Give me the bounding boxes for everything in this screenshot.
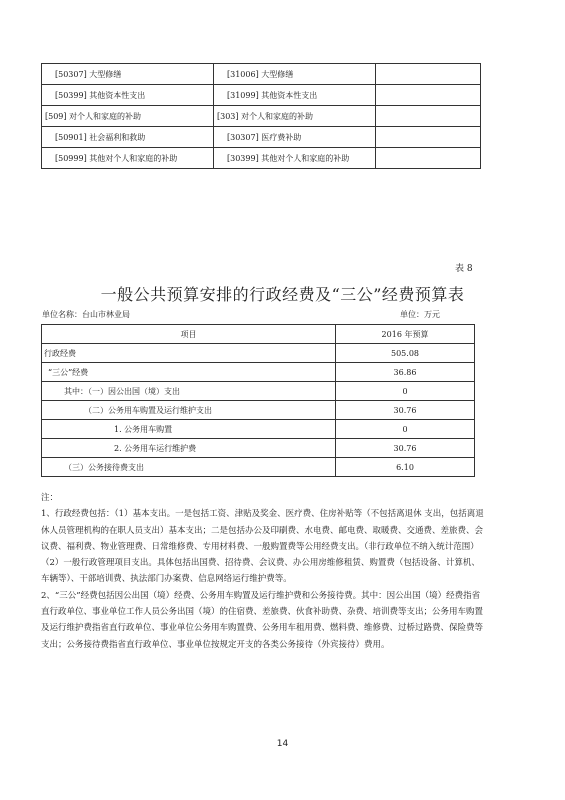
budget-row bbox=[42, 439, 475, 458]
column-header-item: 项目 bbox=[42, 325, 336, 344]
economic-category-cell: [31006] 大型修缮 bbox=[214, 64, 376, 85]
expense-classification-table bbox=[41, 63, 481, 169]
budget-table bbox=[41, 324, 475, 477]
budget-item-value: 0 bbox=[336, 382, 475, 401]
note-2: 2、“三公”经费包括因公出国（境）经费、公务用车购置及运行维护费和公务接待费。其中：因公出国（境）经费指省直行政单位、事业单位工作人员公务出国（境）的住宿费、差旅费、伙食补助费、杂费、培训费等支出；公务用车购置及运行维护费指省直行政单位、事业单位公务用车购置费、公务用车租用费、燃料费、维修费、过桥过路费、保险费等支出；公务接待费指省直行政单位、事业单位按规定开支的各类公务接待（外宾接待）费用。 bbox=[41, 590, 484, 650]
budget-row bbox=[42, 420, 475, 439]
unit-label: 单位：万元 bbox=[400, 310, 440, 319]
empty-cell bbox=[376, 127, 481, 148]
budget-item-value: 36.86 bbox=[336, 363, 475, 382]
budget-item-label: 1. 公务用车购置 bbox=[42, 420, 336, 439]
budget-item-label: 行政经费 bbox=[42, 344, 336, 363]
budget-item-label: “三公”经费 bbox=[42, 363, 336, 382]
budget-item-value: 30.76 bbox=[336, 439, 475, 458]
notes bbox=[41, 490, 486, 653]
budget-item-label: （三）公务接待费支出 bbox=[42, 458, 336, 477]
expense-category-cell: [509] 对个人和家庭的补助 bbox=[42, 106, 214, 127]
economic-category-cell: [30307] 医疗费补助 bbox=[214, 127, 376, 148]
table-number: 表 8 bbox=[455, 264, 473, 274]
note-1: 1、行政经费包括：（1）基本支出。一是包括工资、津贴及奖金、医疗费、住房补贴等（不包括离退休 支出，包括离退休人员管理机构的在职人员支出）基本支出；二是包括办公及印刷费、水电费、邮电费、取暖费、交通费、差旅费、会议费、福利费、物业管理费、日常维修费、专用材料费、一般购置费等公用经费支出。（非行政单位不纳入统计范围）（2）一般行政管理项目支出。具体包括出国费、招待费、会议费、办公用房维修租赁、购置费（包括设备、计算机、车辆等）、干部培训费、执法部门办案费、信息网络运行维护费等。 bbox=[41, 509, 484, 585]
budget-header-row bbox=[42, 325, 475, 344]
budget-item-value: 30.76 bbox=[336, 401, 475, 420]
economic-category-cell: [303] 对个人和家庭的补助 bbox=[214, 106, 376, 127]
expense-category-cell: [50307] 大型修缮 bbox=[42, 64, 214, 85]
empty-cell bbox=[376, 106, 481, 127]
economic-category-cell: [30399] 其他对个人和家庭的补助 bbox=[214, 148, 376, 169]
budget-item-value: 505.08 bbox=[336, 344, 475, 363]
empty-cell bbox=[376, 85, 481, 106]
budget-item-value: 6.10 bbox=[336, 458, 475, 477]
budget-item-value: 0 bbox=[336, 420, 475, 439]
expense-category-cell: [50901] 社会福利和救助 bbox=[42, 127, 214, 148]
budget-row bbox=[42, 363, 475, 382]
table-row bbox=[42, 85, 481, 106]
budget-row bbox=[42, 382, 475, 401]
table-row bbox=[42, 64, 481, 85]
budget-row bbox=[42, 458, 475, 477]
expense-category-cell: [50999] 其他对个人和家庭的补助 bbox=[42, 148, 214, 169]
budget-row bbox=[42, 344, 475, 363]
table-row bbox=[42, 127, 481, 148]
empty-cell bbox=[376, 64, 481, 85]
economic-category-cell: [31099] 其他资本性支出 bbox=[214, 85, 376, 106]
empty-cell bbox=[376, 148, 481, 169]
budget-item-label: （二）公务用车购置及运行维护支出 bbox=[42, 401, 336, 420]
table-row bbox=[42, 148, 481, 169]
notes-label: 注： bbox=[41, 493, 59, 503]
budget-item-label: 其中：（一）因公出国（境）支出 bbox=[42, 382, 336, 401]
page-number: 14 bbox=[276, 739, 289, 749]
budget-item-label: 2. 公务用车运行维护费 bbox=[42, 439, 336, 458]
page-title: 一般公共预算安排的行政经费及“三公”经费预算表 bbox=[100, 285, 465, 304]
table-row bbox=[42, 106, 481, 127]
expense-category-cell: [50399] 其他资本性支出 bbox=[42, 85, 214, 106]
column-header-budget: 2016 年预算 bbox=[336, 325, 475, 344]
budget-row bbox=[42, 401, 475, 420]
unit-name: 单位名称：台山市林业局 bbox=[42, 310, 130, 319]
